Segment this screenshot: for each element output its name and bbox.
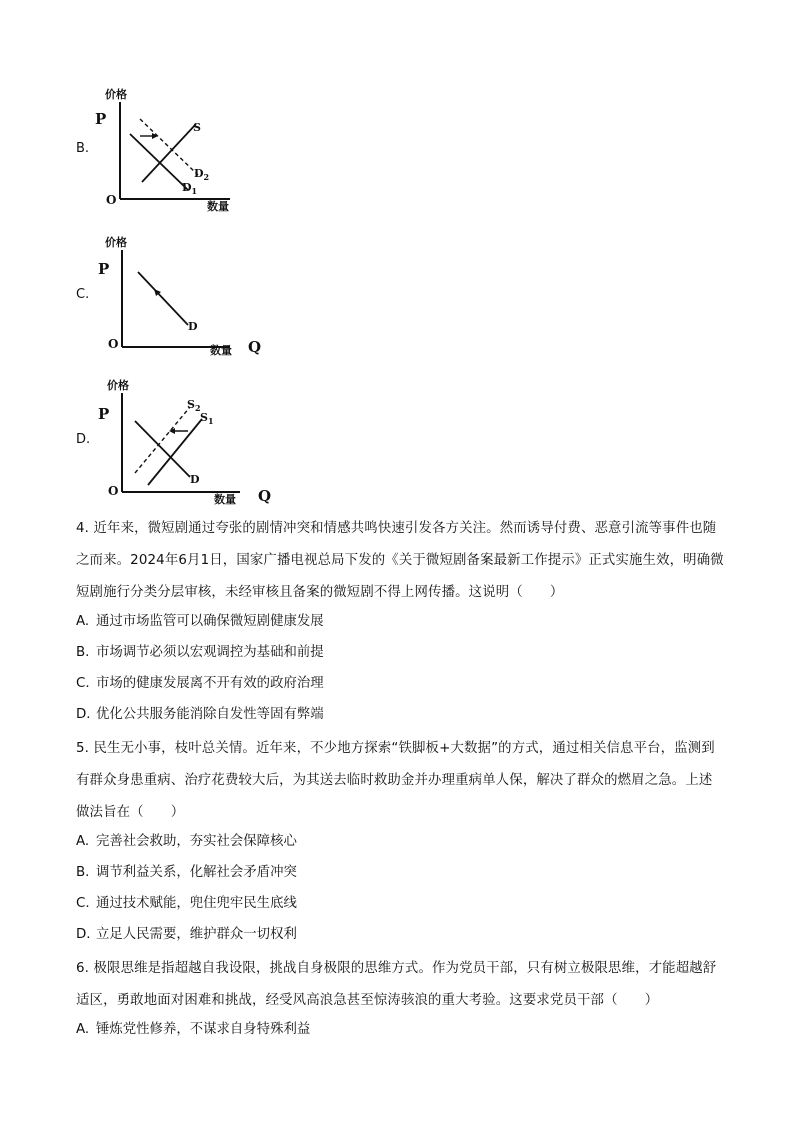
s-label: S bbox=[193, 121, 201, 134]
p-label: P bbox=[98, 405, 110, 423]
origin-label: O bbox=[106, 193, 117, 207]
option-letter-c: C. bbox=[76, 287, 90, 302]
q5-choice-b: B. 调节利益关系，化解社会矛盾冲突 bbox=[76, 865, 297, 880]
y-axis-label: 价格 bbox=[105, 88, 127, 101]
q4-choice-a: A. 通过市场监管可以确保微短剧健康发展 bbox=[76, 614, 324, 629]
x-axis-label: 数量 bbox=[207, 200, 229, 213]
d-label: D bbox=[188, 320, 198, 333]
p-label: P bbox=[95, 110, 107, 128]
graph-option-d bbox=[90, 375, 280, 510]
demand-curve bbox=[138, 272, 188, 325]
p-label: P bbox=[98, 260, 110, 278]
graph-option-b bbox=[90, 84, 260, 216]
q5-choice-d: D. 立足人民需要，维护群众一切权利 bbox=[76, 927, 297, 942]
question-4-stem: 4. 近年来，微短剧通过夸张的剧情冲突和情感共鸣快速引发各方关注。然而诱导付费、恶意引流等事件也随之而来。2024年6月1日，国家广播电视总局下发的《关于微短剧备案最新工作提示》正式实施生效，明确微短剧施行分类分层审核，未经审核且备案的微短剧不得上网传播。这说明（ ） bbox=[76, 521, 724, 600]
q-label: Q bbox=[248, 338, 262, 356]
origin-label: O bbox=[108, 484, 119, 498]
graph-option-c bbox=[90, 230, 270, 360]
q5-choice-c: C. 通过技术赋能，兜住兜牢民生底线 bbox=[76, 896, 297, 911]
x-axis-label: 数量 bbox=[210, 344, 232, 357]
q4-choice-b: B. 市场调节必须以宏观调控为基础和前提 bbox=[76, 645, 324, 660]
x-axis-label: 数量 bbox=[214, 493, 236, 506]
option-letter-b: B. bbox=[76, 141, 90, 156]
option-letter-d: D. bbox=[76, 432, 91, 447]
d1-label: $D_1$ bbox=[182, 181, 198, 196]
supply-curve-s2 bbox=[135, 407, 190, 473]
origin-label: O bbox=[108, 337, 119, 351]
y-axis-label: 价格 bbox=[107, 379, 129, 392]
q4-choice-c: C. 市场的健康发展离不开有效的政府治理 bbox=[76, 676, 324, 691]
q5-choice-a: A. 完善社会救助，夯实社会保障核心 bbox=[76, 834, 297, 849]
demand-curve-d2 bbox=[140, 119, 198, 175]
question-6-stem: 6. 极限思维是指超越自我设限，挑战自身极限的思维方式。作为党员干部，只有树立极限思维，才能超越舒适区，勇敢地面对困难和挑战，经受风高浪急甚至惊涛骇浪的重大考验。这要求党员干部（ ） bbox=[76, 961, 717, 1008]
s1-label: $S_1$ bbox=[200, 411, 214, 426]
q4-choice-d: D. 优化公共服务能消除自发性等固有弊端 bbox=[76, 707, 324, 722]
q-label: Q bbox=[258, 487, 272, 505]
question-5-stem: 5. 民生无小事，枝叶总关情。近年来，不少地方探索“铁脚板+大数据”的方式，通过相关信息平台，监测到有群众身患重病、治疗花费较大后，为其送去临时救助金并办理重病单人保，解决了群众的燃眉之急。上述做法旨在（ ） bbox=[76, 741, 715, 820]
d2-label: $D_2$ bbox=[194, 167, 210, 182]
s2-label: $S_2$ bbox=[187, 398, 201, 413]
y-axis-label: 价格 bbox=[105, 236, 127, 249]
d-label: D bbox=[190, 473, 200, 486]
q6-choice-a: A. 锤炼党性修养，不谋求自身特殊利益 bbox=[76, 1022, 311, 1037]
